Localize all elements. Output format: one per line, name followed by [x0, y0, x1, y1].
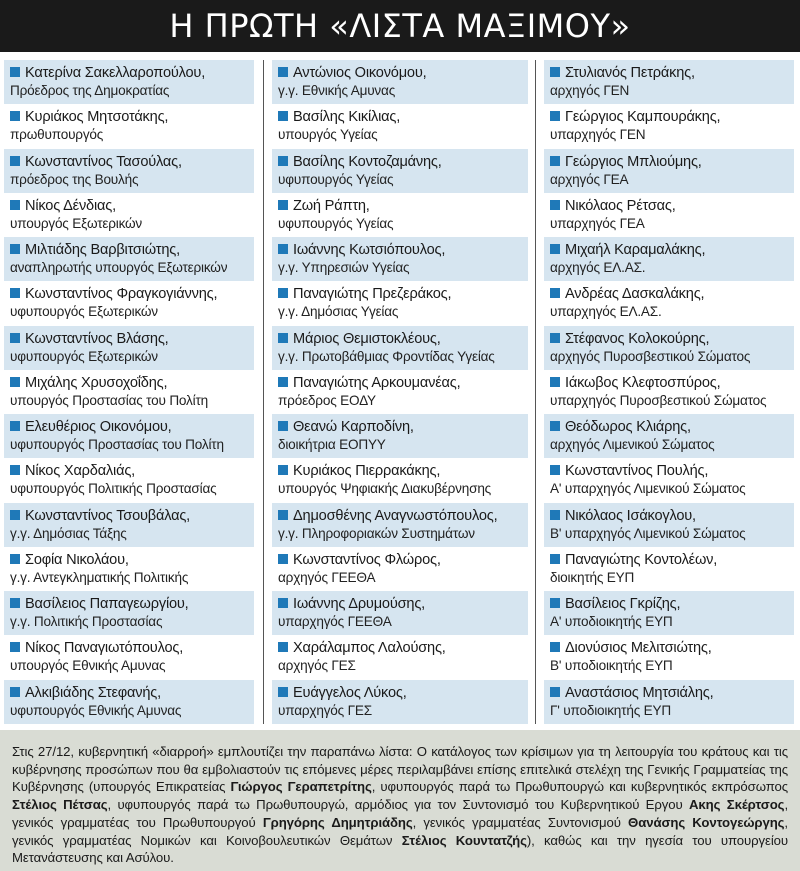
person-name-line [550, 374, 790, 392]
person-position: αρχηγός ΓΕΑ [550, 171, 629, 187]
square-bullet-icon [550, 554, 560, 564]
list-item [4, 60, 254, 104]
page-title: Η ΠΡΩΤΗ «ΛΙΣΤΑ ΜΑΞΙΜΟΥ» [169, 7, 631, 45]
person-name-line [10, 507, 250, 525]
person-name-line [550, 241, 790, 259]
list-item [272, 149, 528, 193]
person-position: πρόεδρος ΕΟΔΥ [278, 392, 376, 408]
person-name-line [550, 418, 790, 436]
note-person-name: Στέλιος Κουντατζής [401, 832, 527, 848]
person-name: Δημοσθένης Αναγνωστόπουλος, [293, 507, 498, 524]
square-bullet-icon [10, 642, 20, 652]
list-item [544, 104, 794, 148]
person-name-line [278, 551, 524, 569]
list-item [544, 591, 794, 635]
square-bullet-icon [550, 156, 560, 166]
list-item [544, 370, 794, 414]
person-name: Βασίλειος Γκρίζης, [565, 596, 681, 613]
person-name-line [10, 108, 250, 126]
person-name-line [278, 462, 524, 480]
note-text-segment: ), καθώς και την ηγεσία του υπουργείου Μετανάστευσης και Ασύλου. [12, 832, 788, 866]
square-bullet-icon [10, 377, 20, 387]
list-item [272, 281, 528, 325]
square-bullet-icon [10, 687, 20, 697]
person-position: αρχηγός ΕΛ.ΑΣ. [550, 260, 646, 276]
person-position: υπουργός Ψηφιακής Διακυβέρνησης [278, 481, 492, 497]
person-position: Α' υποδιοικητής ΕΥΠ [550, 614, 673, 630]
list-item [4, 458, 254, 502]
person-name-line [278, 684, 524, 702]
person-name: Διονύσιος Μελιτσιώτης, [565, 640, 712, 657]
square-bullet-icon [278, 111, 288, 121]
note-text-segment: , υφυπουργός παρά τω Πρωθυπουργώ και κυβερνητικός εκπρόσωπος [371, 779, 788, 795]
person-name-line [550, 108, 790, 126]
person-name-line [550, 507, 790, 525]
person-name: Κωνσταντίνος Βλάσης, [25, 330, 169, 347]
square-bullet-icon [550, 288, 560, 298]
person-name: Κωνσταντίνος Τασούλας, [25, 153, 182, 170]
list-item [272, 414, 528, 458]
person-name: Ευάγγελος Λύκος, [293, 684, 407, 701]
note-person-name: Θανάσης Κοντογεώργης [628, 814, 785, 830]
square-bullet-icon [10, 333, 20, 343]
person-name: Κωνσταντίνος Πουλής, [565, 463, 709, 480]
square-bullet-icon [10, 465, 20, 475]
person-position: γ.γ. Δημόσιας Τάξης [10, 525, 127, 541]
square-bullet-icon [550, 510, 560, 520]
person-name-line [278, 374, 524, 392]
person-position: αρχηγός Λιμενικού Σώματος [550, 437, 715, 453]
list-item [272, 60, 528, 104]
person-name-line [278, 418, 524, 436]
list-item [272, 104, 528, 148]
square-bullet-icon [10, 421, 20, 431]
person-position: πρωθυπουργός [10, 127, 104, 143]
square-bullet-icon [278, 510, 288, 520]
person-name: Ζωή Ράπτη, [293, 197, 370, 214]
list-item [4, 680, 254, 724]
square-bullet-icon [550, 421, 560, 431]
person-name: Ιωάννης Δρυμούσης, [293, 596, 426, 613]
person-position: Πρόεδρος της Δημοκρατίας [10, 83, 170, 98]
note-person-name: Γιώργος Γεραπετρίτης [230, 779, 372, 795]
person-name: Στυλιανός Πετράκης, [565, 65, 695, 81]
person-name: Στέφανος Κολοκούρης, [565, 330, 710, 347]
note-text [12, 743, 788, 867]
person-position: Γ' υποδιοικητής ΕΥΠ [550, 702, 671, 718]
list-item [4, 503, 254, 547]
person-position: γ.γ. Αντεγκληματικής Πολιτικής [10, 569, 189, 585]
person-name: Μιχαήλ Καραμαλάκης, [565, 242, 706, 259]
square-bullet-icon [278, 598, 288, 608]
square-bullet-icon [278, 554, 288, 564]
square-bullet-icon [278, 67, 288, 77]
person-name-line [10, 551, 250, 569]
list-item [4, 281, 254, 325]
person-name: Κατερίνα Σακελλαροπούλου, [25, 65, 206, 81]
list-item [544, 149, 794, 193]
person-position: υπουργός Προστασίας του Πολίτη [10, 392, 208, 408]
person-position: Α' υπαρχηγός Λιμενικού Σώματος [550, 481, 746, 497]
list-item [4, 370, 254, 414]
square-bullet-icon [10, 200, 20, 210]
list-item [272, 635, 528, 679]
square-bullet-icon [278, 288, 288, 298]
person-name-line [10, 684, 250, 702]
person-name: Βασίλης Κοντοζαμάνης, [293, 153, 442, 170]
list-item [544, 237, 794, 281]
list-item [4, 237, 254, 281]
person-name-line [278, 197, 524, 215]
column-1 [4, 60, 254, 724]
person-position: υφυπουργός Εξωτερικών [10, 348, 158, 364]
square-bullet-icon [550, 244, 560, 254]
square-bullet-icon [278, 156, 288, 166]
person-name-line [10, 285, 250, 303]
square-bullet-icon [10, 67, 20, 77]
person-name: Θεανώ Καρποδίνη, [293, 419, 414, 436]
list-item [272, 237, 528, 281]
square-bullet-icon [278, 465, 288, 475]
list-item [4, 326, 254, 370]
person-name-line [550, 285, 790, 303]
name-list [0, 60, 800, 724]
person-name: Μάριος Θεμιστοκλέους, [293, 330, 441, 347]
person-position: υφυπουργός Πολιτικής Προστασίας [10, 481, 217, 497]
person-name: Κωνσταντίνος Φλώρος, [293, 551, 441, 568]
person-name: Μιχάλης Χρυσοχοΐδης, [25, 374, 168, 391]
person-position: υφυπουργός Υγείας [278, 171, 394, 187]
note-person-name: Στέλιος Πέτσας [12, 797, 108, 813]
person-position: γ.γ. Πρωτοβάθμιας Φροντίδας Υγείας [278, 348, 495, 364]
square-bullet-icon [10, 244, 20, 254]
person-position: γ.γ. Υπηρεσιών Υγείας [278, 260, 410, 276]
square-bullet-icon [278, 687, 288, 697]
person-name: Ελευθέριος Οικονόμου, [25, 419, 172, 436]
person-name-line [550, 197, 790, 215]
person-position: γ.γ. Δημόσιας Υγείας [278, 304, 399, 320]
person-position: αρχηγός ΓΕΝ [550, 83, 630, 98]
person-name-line [550, 551, 790, 569]
square-bullet-icon [278, 377, 288, 387]
square-bullet-icon [550, 200, 560, 210]
square-bullet-icon [10, 156, 20, 166]
person-name-line [550, 684, 790, 702]
list-item [4, 414, 254, 458]
list-item [544, 503, 794, 547]
square-bullet-icon [550, 687, 560, 697]
person-position: υπουργός Εθνικής Αμυνας [10, 658, 166, 674]
person-position: υπουργός Εξωτερικών [10, 215, 143, 231]
person-position: αρχηγός ΓΕΕΘΑ [278, 569, 376, 585]
person-name: Κυριάκος Μητσοτάκης, [25, 109, 169, 126]
square-bullet-icon [10, 288, 20, 298]
person-name-line [10, 64, 250, 82]
person-position: υφυπουργός Προστασίας του Πολίτη [10, 437, 224, 453]
person-position: Β' υπαρχηγός Λιμενικού Σώματος [550, 525, 746, 541]
note-text-segment: , γενικός γραμματέας Νομικών και Κοινοβουλευτικών Θεμάτων [12, 814, 788, 848]
list-item [4, 104, 254, 148]
list-item [544, 680, 794, 724]
note-text-segment: , γενικός γραμματέας του Πρωθυπουργού [12, 797, 789, 830]
note-text-segment: Στις 27/12, κυβερνητική «διαρροή» εμπλουτίζει την παραπάνω λίστα: Ο κατάλογος των κρίσιμων για τη λειτουργία του κράτους και τις κυβέρνησης προσώπων που θα εμβολιαστούν τις επόμενες μέρες περιλαμβάνει επίσης επιτελικά στελέχη της Γενικής Γραμματείας της Κυβέρνησης (υπουργός Επικρατείας [12, 744, 788, 795]
list-item [4, 635, 254, 679]
person-name-line [278, 507, 524, 525]
person-name: Παναγιώτης Πρεζεράκος, [293, 286, 452, 303]
person-name-line [10, 197, 250, 215]
person-name-line [10, 330, 250, 348]
person-name-line [278, 285, 524, 303]
square-bullet-icon [278, 244, 288, 254]
square-bullet-icon [550, 333, 560, 343]
person-name: Παναγιώτης Αρκουμανέας, [293, 374, 461, 391]
person-name-line [10, 241, 250, 259]
list-item [544, 414, 794, 458]
list-item [4, 591, 254, 635]
person-name: Σοφία Νικολάου, [25, 551, 129, 568]
column-divider [535, 60, 536, 724]
person-name-line [550, 64, 790, 82]
person-name-line [550, 330, 790, 348]
page-header [0, 0, 800, 52]
list-item [544, 635, 794, 679]
person-name: Ιωάννης Κωτσιόπουλος, [293, 242, 446, 259]
person-name-line [10, 462, 250, 480]
person-name: Κωνσταντίνος Τσουβάλας, [25, 507, 191, 524]
list-item [272, 680, 528, 724]
person-name: Νικόλαος Ισάκογλου, [565, 507, 696, 524]
person-name-line [10, 639, 250, 657]
person-position: διοικητής ΕΥΠ [550, 569, 635, 585]
square-bullet-icon [550, 642, 560, 652]
person-position: γ.γ. Πολιτικής Προστασίας [10, 614, 163, 630]
list-item [544, 60, 794, 104]
list-item [272, 547, 528, 591]
list-item [272, 458, 528, 502]
square-bullet-icon [10, 510, 20, 520]
person-name: Γεώργιος Καμπουράκης, [565, 109, 721, 126]
square-bullet-icon [550, 465, 560, 475]
person-name: Αλκιβιάδης Στεφανής, [25, 684, 161, 701]
square-bullet-icon [10, 111, 20, 121]
person-name: Νίκος Δένδιας, [25, 197, 116, 214]
list-item [4, 149, 254, 193]
column-divider [263, 60, 264, 724]
square-bullet-icon [550, 377, 560, 387]
person-position: υπαρχηγός ΕΛ.ΑΣ. [550, 304, 662, 320]
list-item [4, 193, 254, 237]
list-item [544, 458, 794, 502]
square-bullet-icon [550, 67, 560, 77]
column-3 [544, 60, 794, 724]
person-name-line [10, 374, 250, 392]
person-position: υπαρχηγός ΓΕΑ [550, 215, 645, 231]
person-name-line [550, 153, 790, 171]
person-name-line [278, 639, 524, 657]
list-item [544, 193, 794, 237]
person-name: Παναγιώτης Κοντολέων, [565, 551, 718, 568]
person-position: Β' υποδιοικητής ΕΥΠ [550, 658, 673, 674]
person-name-line [550, 595, 790, 613]
list-item [272, 591, 528, 635]
list-item [272, 503, 528, 547]
note-box [0, 730, 800, 871]
person-position: διοικήτρια ΕΟΠΥΥ [278, 437, 386, 453]
person-name: Μιλτιάδης Βαρβιτσιώτης, [25, 242, 180, 259]
person-name: Βασίλειος Παπαγεωργίου, [25, 596, 189, 613]
person-position: υπαρχηγός ΓΕΕΘΑ [278, 614, 392, 630]
square-bullet-icon [278, 333, 288, 343]
person-position: υπαρχηγός Πυροσβεστικού Σώματος [550, 392, 767, 408]
list-item [272, 193, 528, 237]
person-name: Νίκος Χαρδαλιάς, [25, 463, 136, 480]
person-name-line [278, 108, 524, 126]
person-name-line [10, 595, 250, 613]
square-bullet-icon [10, 598, 20, 608]
person-name: Ιάκωβος Κλεφτοσπύρος, [565, 374, 721, 391]
person-name: Κυριάκος Πιερρακάκης, [293, 463, 441, 480]
person-name-line [10, 418, 250, 436]
person-position: υπαρχηγός ΓΕΣ [278, 702, 372, 718]
person-name: Θεόδωρος Κλιάρης, [565, 419, 691, 436]
person-position: αρχηγός ΓΕΣ [278, 658, 356, 674]
list-item [272, 370, 528, 414]
person-name-line [278, 153, 524, 171]
person-name: Χαράλαμπος Λαλούσης, [293, 640, 446, 657]
note-person-name: Γρηγόρης Δημητριάδης [262, 814, 413, 830]
square-bullet-icon [278, 200, 288, 210]
list-item [544, 326, 794, 370]
column-2 [272, 60, 528, 724]
person-name-line [278, 241, 524, 259]
square-bullet-icon [278, 642, 288, 652]
list-item [544, 547, 794, 591]
person-name: Ανδρέας Δασκαλάκης, [565, 286, 705, 303]
person-name-line [278, 330, 524, 348]
person-name: Νικόλαος Ρέτσας, [565, 197, 676, 214]
person-name: Γεώργιος Μπλιούμης, [565, 153, 702, 170]
person-position: γ.γ. Εθνικής Αμυνας [278, 83, 396, 98]
note-text-segment: , γενικός γραμματέας Συντονισμού [412, 814, 629, 830]
person-position: υφυπουργός Υγείας [278, 215, 394, 231]
person-position: αρχηγός Πυροσβεστικού Σώματος [550, 348, 751, 364]
person-position: πρόεδρος της Βουλής [10, 171, 139, 187]
square-bullet-icon [278, 421, 288, 431]
person-name-line [10, 153, 250, 171]
note-text-segment: , υφυπουργός παρά τω Πρωθυπουργώ, αρμόδιος για τον Συντονισμό του Κυβερνητικού Εργου [107, 797, 689, 813]
person-position: γ.γ. Πληροφοριακών Συστημάτων [278, 525, 475, 541]
person-name-line [550, 639, 790, 657]
square-bullet-icon [550, 598, 560, 608]
person-position: αναπληρωτής υπουργός Εξωτερικών [10, 260, 228, 276]
person-position: υπουργός Υγείας [278, 127, 378, 143]
person-name: Κωνσταντίνος Φραγκογιάννης, [25, 286, 218, 303]
note-person-name: Ακης Σκέρτσος [689, 797, 785, 813]
square-bullet-icon [10, 554, 20, 564]
person-name: Αντώνιος Οικονόμου, [293, 65, 427, 81]
square-bullet-icon [550, 111, 560, 121]
person-name-line [278, 64, 524, 82]
person-position: υφυπουργός Εθνικής Αμυνας [10, 702, 182, 718]
person-name-line [278, 595, 524, 613]
person-name: Αναστάσιος Μητσιάλης, [565, 684, 714, 701]
list-item [272, 326, 528, 370]
person-name: Βασίλης Κικίλιας, [293, 109, 401, 126]
person-name-line [550, 462, 790, 480]
list-item [4, 547, 254, 591]
person-position: υπαρχηγός ΓΕΝ [550, 127, 646, 143]
person-name: Νίκος Παναγιωτόπουλος, [25, 640, 184, 657]
person-position: υφυπουργός Εξωτερικών [10, 304, 158, 320]
list-item [544, 281, 794, 325]
